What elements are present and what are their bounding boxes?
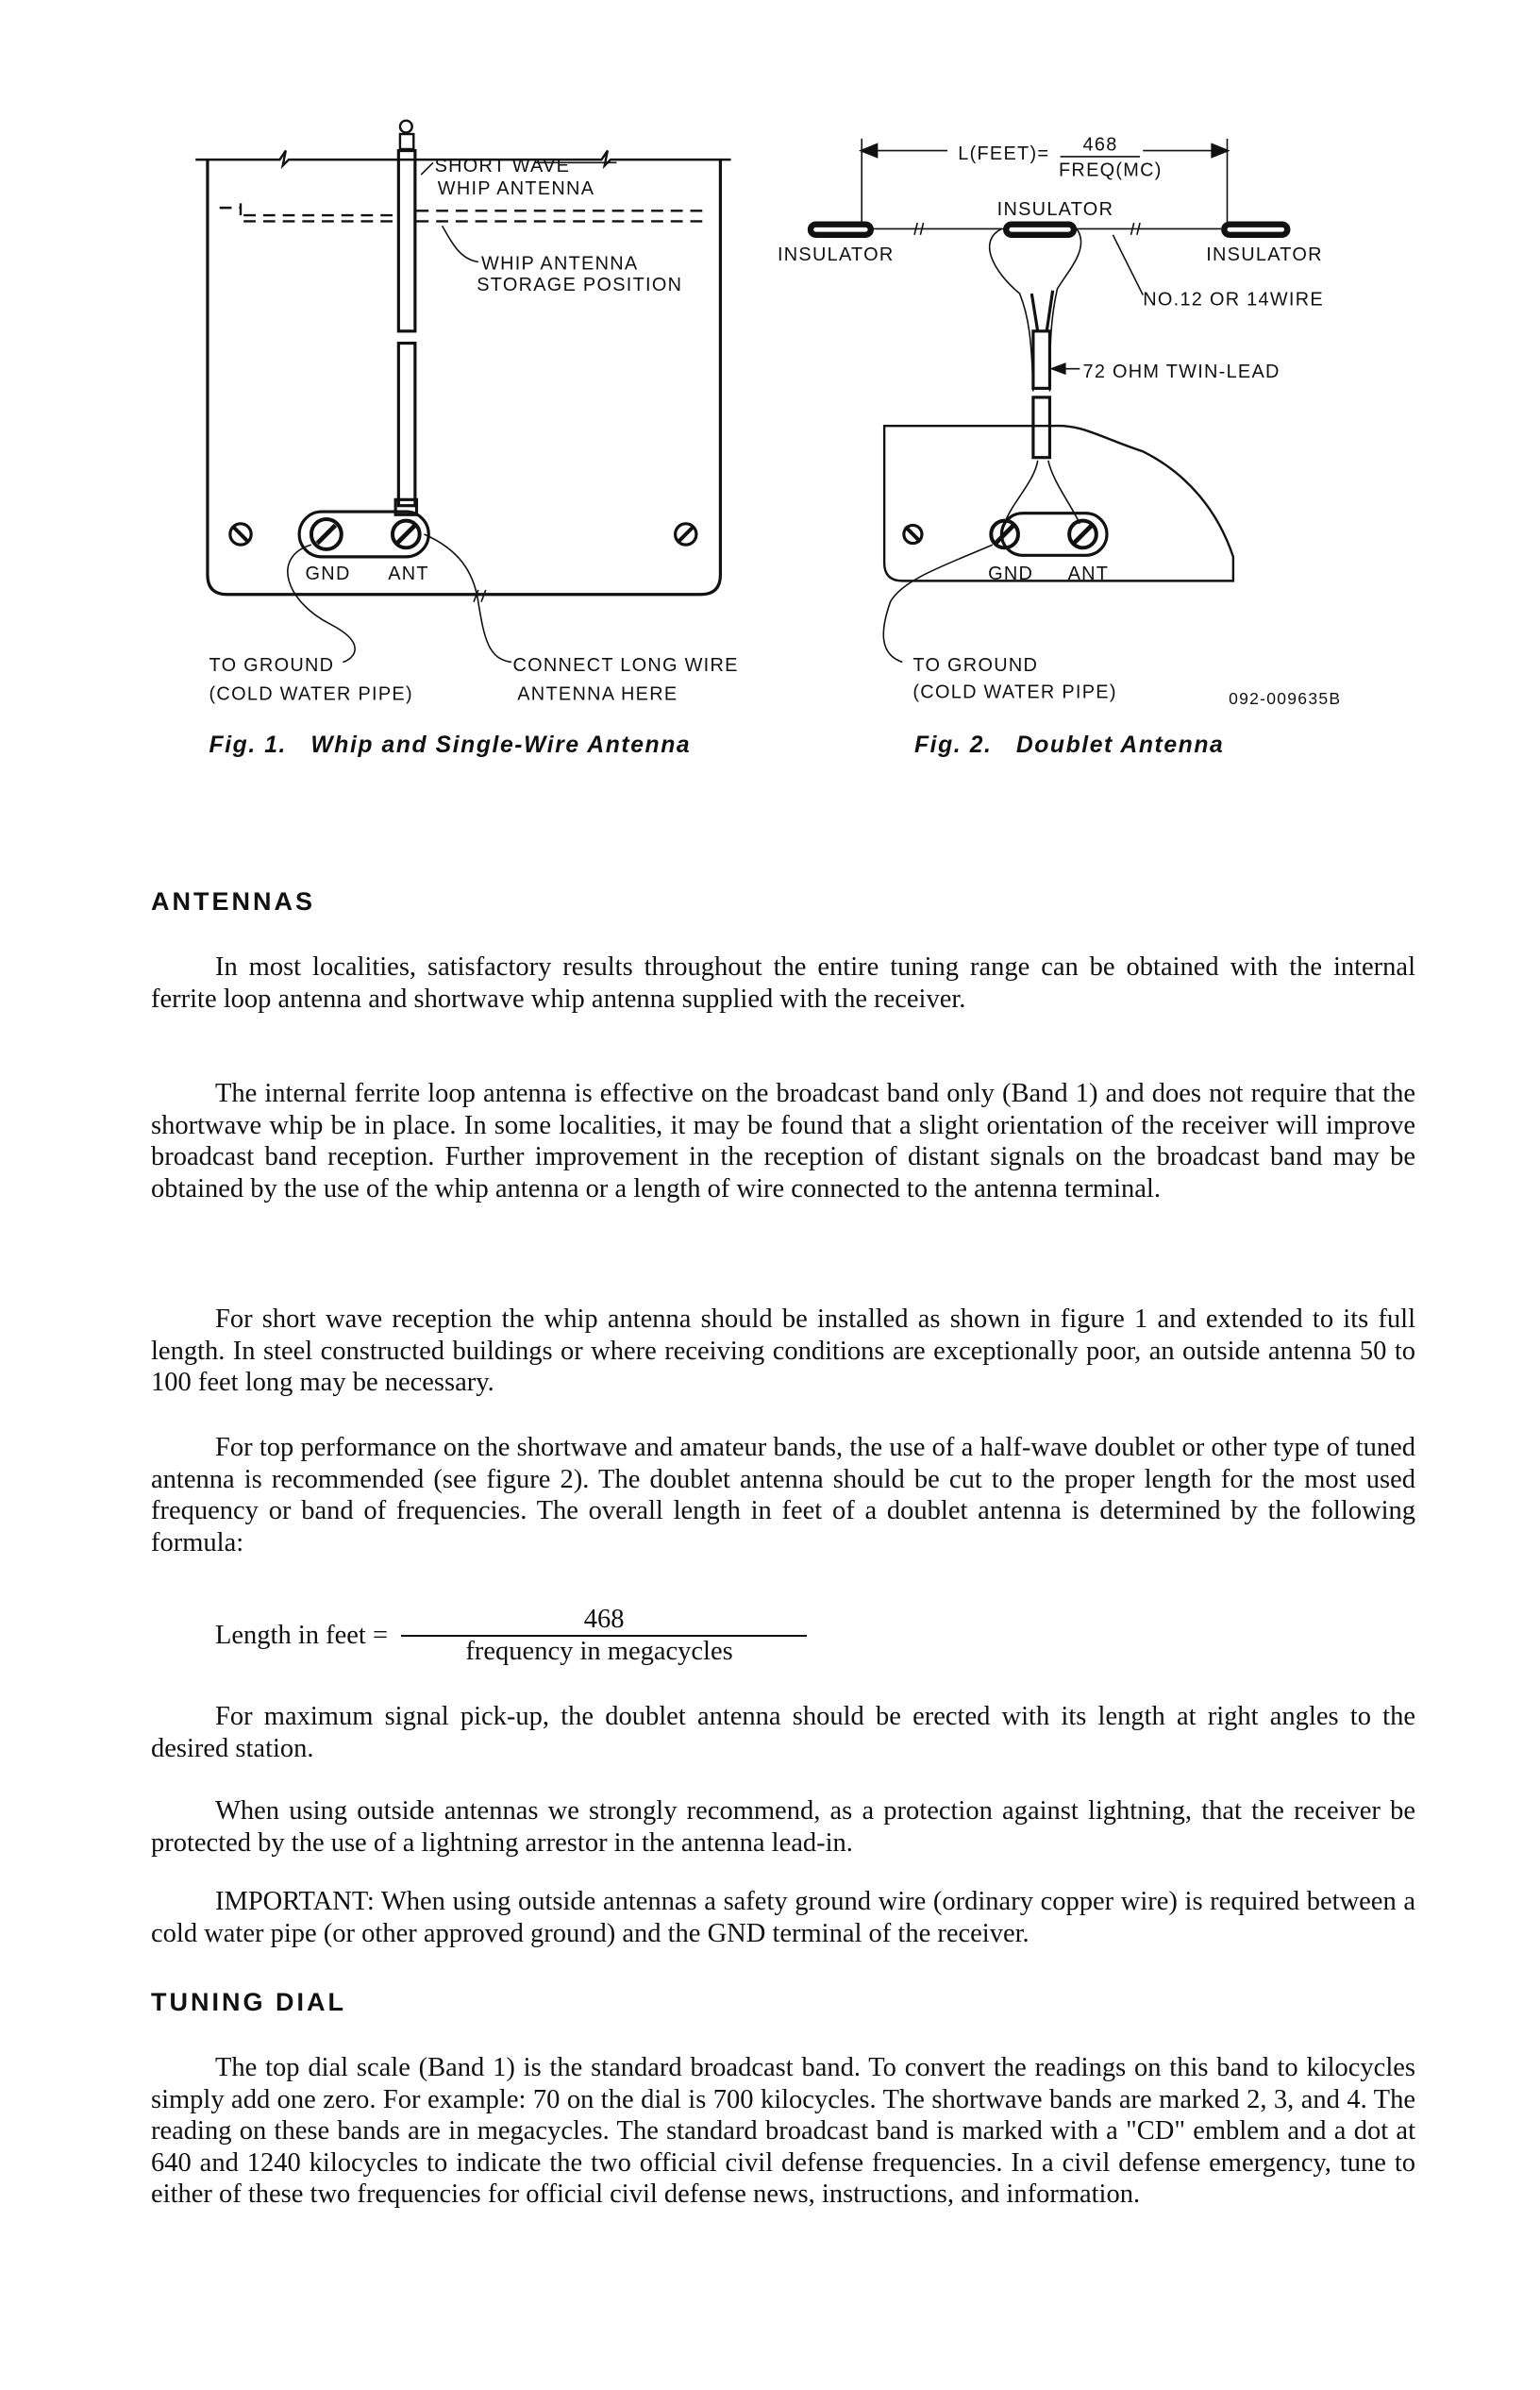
- paragraph: IMPORTANT: When using outside antennas a safety ground wire (ordinary copper wire) is required between a cold water pipe (or other approved ground) and the GND terminal of the receiver.: [151, 1887, 1415, 1948]
- paragraph: The internal ferrite loop antenna is effective on the broadcast band only (Band 1) and does not require that the shortwave whip be in place. In some localities, it may be found that a slight orientation of the receiver will improve broadcast band reception. Further improvement in the reception of distant signals on the broadcast band may be obtained by the use of the whip antenna or a length of wire connected to the antenna terminal.: [151, 1079, 1415, 1203]
- label-length-numerator: 468: [1082, 134, 1118, 156]
- label-whip-antenna: WHIP ANTENNA: [437, 177, 595, 199]
- screw-icon: [230, 524, 251, 545]
- paragraph: For short wave reception the whip antenna should be installed as shown in figure 1 and extended to its full length. In steel constructed buildings or where receiving conditions are exceptionally poor, an outside antenna 50 to 100 feet long may be necessary.: [151, 1304, 1415, 1397]
- label-storage-1: WHIP ANTENNA: [481, 253, 639, 275]
- heading-antennas: ANTENNAS: [151, 887, 316, 916]
- part-number: 092-009635B: [1229, 689, 1342, 709]
- paragraph: In most localities, satisfactory results throughout the entire tuning range can be obtained with the internal ferrite loop antenna and shortwave whip antenna supplied with the receiver.: [151, 952, 1415, 1014]
- insulator-icon: [811, 225, 871, 235]
- label-antenna-here: ANTENNA HERE: [517, 683, 678, 705]
- formula-denominator: frequency in megacycles: [401, 1635, 807, 1667]
- label-wire-gauge: NO.12 OR 14WIRE: [1143, 289, 1324, 311]
- length-formula: [215, 1605, 807, 1667]
- label-short-wave: SHORT WAVE: [434, 155, 571, 177]
- heading-tuning-dial: TUNING DIAL: [151, 1988, 346, 2016]
- label-to-ground: TO GROUND: [209, 655, 335, 676]
- label-ant: ANT: [388, 563, 429, 584]
- formula-fraction: [401, 1605, 807, 1667]
- label-to-ground: TO GROUND: [912, 655, 1039, 676]
- screw-icon: [1069, 521, 1096, 548]
- insulator-icon: [1224, 225, 1287, 235]
- label-insulator-left: INSULATOR: [777, 244, 895, 265]
- paragraph: For maximum signal pick-up, the doublet antenna should be erected with its length at right angles to the desired station.: [151, 1702, 1415, 1763]
- screw-icon: [676, 524, 696, 545]
- label-gnd: GND: [988, 563, 1034, 584]
- label-length-denominator: FREQ(MC): [1059, 160, 1163, 181]
- figure-1-labels: [209, 156, 739, 758]
- figure-1-whip-antenna: [195, 121, 730, 663]
- insulator-icon: [1006, 225, 1074, 235]
- paragraph: The top dial scale (Band 1) is the standard broadcast band. To convert the readings on this band to kilocycles simply add one zero. For example: 70 on the dial is 700 kilocycles. The shortwave bands are marked 2, 3, and 4. The reading on these bands are in megacycles. The standard broadcast band is marked with a "CD" emblem and a dot at 640 and 1240 kilocycles to indicate the two official civil defense frequencies. In a civil defense emergency, tune to either of these two frequencies for official civil defense news, instructions, and information.: [151, 2053, 1415, 2209]
- paragraph: For top performance on the shortwave and amateur bands, the use of a half-wave doublet or other type of tuned antenna is recommended (see figure 2). The doublet antenna should be cut to the proper length for the most used frequency or band of frequencies. The overall length in feet of a doublet antenna is determined by the following formula:: [151, 1433, 1415, 1557]
- label-storage-2: STORAGE POSITION: [477, 274, 683, 295]
- formula-lhs: Length in feet =: [215, 1621, 389, 1650]
- screw-icon: [393, 521, 420, 548]
- paragraph: When using outside antennas we strongly recommend, as a protection against lightning, that the receiver be protected by the use of a lightning arrestor in the antenna lead-in.: [151, 1796, 1415, 1858]
- label-length-formula: L(FEET)=: [958, 143, 1050, 165]
- label-insulator-right: INSULATOR: [1206, 244, 1323, 265]
- screw-icon: [311, 519, 342, 549]
- label-connect-long-wire: CONNECT LONG WIRE: [512, 655, 739, 676]
- figure-2-labels: [778, 135, 1341, 759]
- label-insulator-center: INSULATOR: [996, 199, 1114, 221]
- label-cold-water-pipe: (COLD WATER PIPE): [209, 683, 413, 705]
- antenna-figures: [0, 0, 1540, 813]
- label-gnd: GND: [305, 563, 351, 584]
- label-cold-water-pipe: (COLD WATER PIPE): [912, 682, 1117, 703]
- label-twin-lead: 72 OHM TWIN-LEAD: [1082, 362, 1281, 383]
- screw-icon: [904, 525, 922, 543]
- figure-1-caption: Fig. 1. Whip and Single-Wire Antenna: [209, 732, 692, 759]
- figure-2-caption: Fig. 2. Doublet Antenna: [914, 732, 1225, 759]
- formula-numerator: 468: [583, 1605, 625, 1634]
- label-ant: ANT: [1067, 563, 1110, 584]
